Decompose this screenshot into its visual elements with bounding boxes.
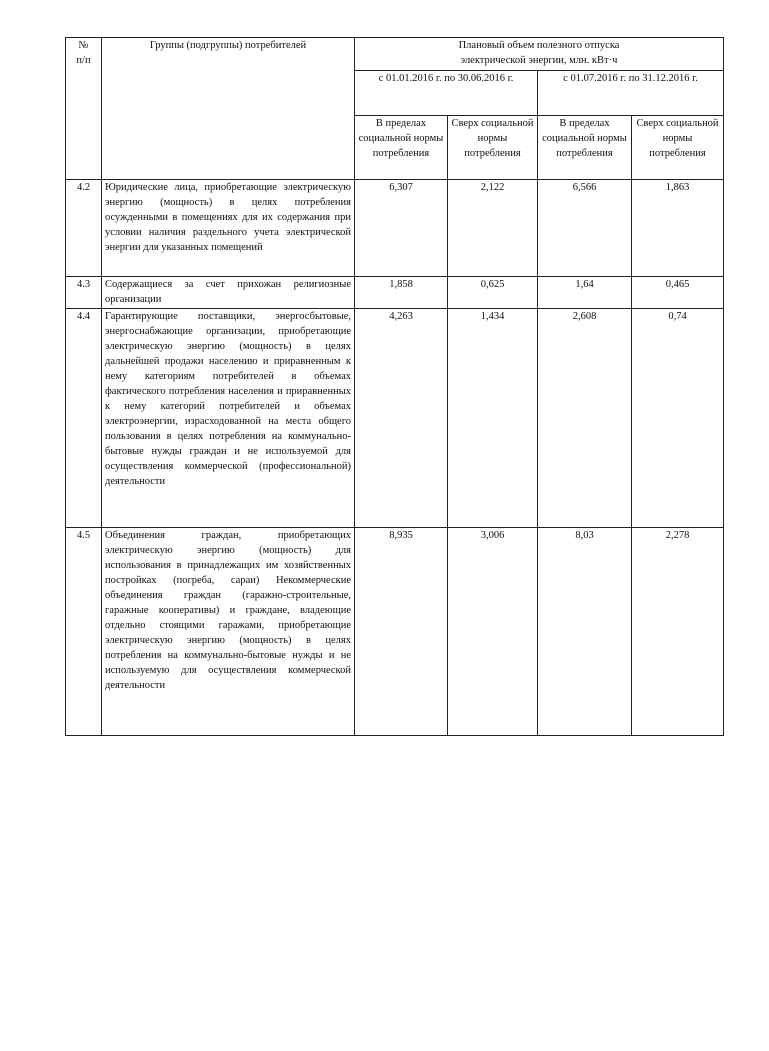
row-number-header: № п/п: [66, 38, 102, 180]
row-number: 4.2: [66, 180, 102, 277]
value-period1-above: 1,434: [448, 309, 538, 528]
value-period2-above: 0,74: [632, 309, 724, 528]
consumer-group-description: Гарантирующие поставщики, энергосбытовые, энергоснабжающие организации, приобретающие электрическую энергию (мощность) в целях дальнейшей продажи населению и приравненным к нему категориям потребителей в объемах фактического потребления населения и приравненных к нему категорий потребителей и объемах электроэнергии, израсходованной на места общего пользования в целях потребления на коммунально-бытовые нужды граждан и не используемой для осуществления коммерческой (профессиональной) деятельности: [102, 309, 355, 528]
within-norm-header: В пределах социальной нормы потребления: [355, 116, 448, 180]
period-1-header: с 01.01.2016 г. по 30.06.2016 г.: [355, 71, 538, 116]
value-period2-within: 1,64: [538, 277, 632, 309]
table-row: [66, 180, 724, 277]
planned-volume-header: Плановый объем полезного отпуска электрической энергии, млн. кВт·ч: [355, 38, 724, 71]
value-period1-within: 8,935: [355, 528, 448, 736]
value-period1-within: 6,307: [355, 180, 448, 277]
above-norm-header: Сверх социальной нормы потребления: [632, 116, 724, 180]
row-number: 4.5: [66, 528, 102, 736]
value-period1-above: 0,625: [448, 277, 538, 309]
consumer-group-description: Юридические лица, приобретающие электрическую энергию (мощность) в целях потребления осужденными в помещениях для их содержания при условии наличия раздельного учета электрической энергии для указанных помещений: [102, 180, 355, 277]
value-period2-above: 2,278: [632, 528, 724, 736]
table-row: [66, 277, 724, 309]
period-2-header: с 01.07.2016 г. по 31.12.2016 г.: [538, 71, 724, 116]
value-period1-within: 1,858: [355, 277, 448, 309]
above-norm-header: Сверх социальной нормы потребления: [448, 116, 538, 180]
value-period2-within: 8,03: [538, 528, 632, 736]
value-period2-within: 6,566: [538, 180, 632, 277]
row-number: 4.3: [66, 277, 102, 309]
value-period2-above: 0,465: [632, 277, 724, 309]
table-row: [66, 528, 724, 736]
value-period1-above: 2,122: [448, 180, 538, 277]
value-period1-within: 4,263: [355, 309, 448, 528]
consumption-table: [65, 37, 724, 736]
value-period2-above: 1,863: [632, 180, 724, 277]
within-norm-header: В пределах социальной нормы потребления: [538, 116, 632, 180]
consumer-groups-header: Группы (подгруппы) потребителей: [102, 38, 355, 180]
consumer-group-description: Содержащиеся за счет прихожан религиозные организации: [102, 277, 355, 309]
value-period1-above: 3,006: [448, 528, 538, 736]
consumer-group-description: Объединения граждан, приобретающих электрическую энергию (мощность) для использования в принадлежащих им хозяйственных постройках (погреба, сараи) Некоммерческие объединения граждан (гаражно-строительные, гаражные кооперативы) и граждане, владеющие отдельно стоящими гаражами, приобретающие электрическую энергию (мощность) в целях потребления на коммунально-бытовые нужды и не используемую для осуществления коммерческой деятельности: [102, 528, 355, 736]
row-number: 4.4: [66, 309, 102, 528]
value-period2-within: 2,608: [538, 309, 632, 528]
table-row: [66, 309, 724, 528]
